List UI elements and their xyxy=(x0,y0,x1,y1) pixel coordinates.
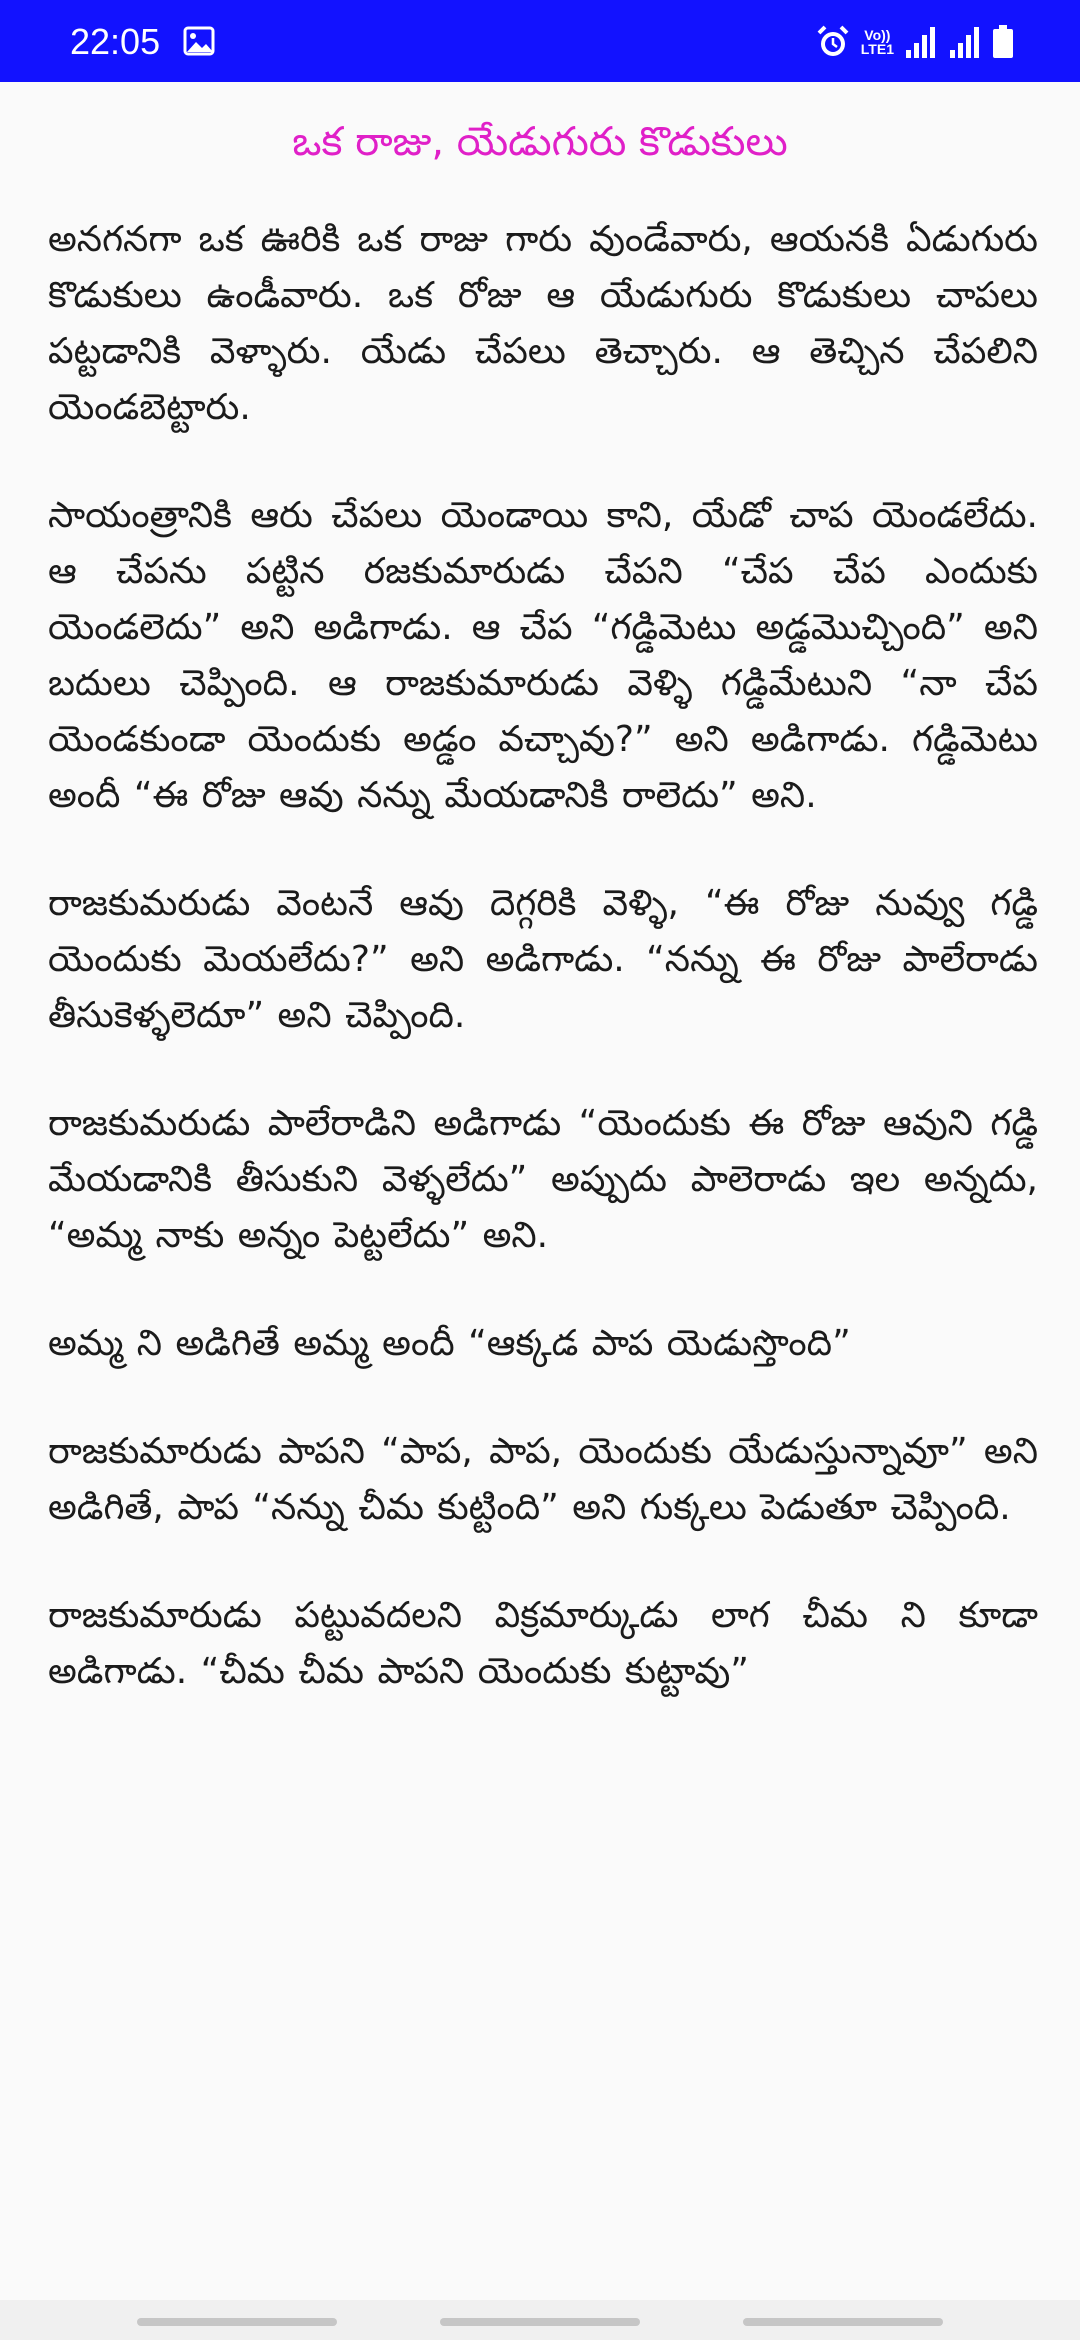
story-paragraph: సాయంత్రానికి ఆరు చేపలు యెండాయి కాని, యేడో చాప యెండలేదు. ఆ చేపను పట్టిన రజకుమారుడు చేపని “చేప చేప ఎందుకు యెండలెదు” అని అడిగాడు. ఆ చేప “గడ్డిమెటు అడ్డమొచ్చింది” అని బదులు చెప్పింది. ఆ రాజకుమారుడు వెళ్ళి గడ్డిమేటుని “నా చేప యెండకుండా యెందుకు అడ్డం వచ్చావు?” అని అడిగాడు. గడ్డిమెటు అందీ “ఈ రోజు ఆవు నన్ను మేయడానికి రాలెదు” అని. xyxy=(48,495,1038,816)
story-title: ఒక రాజు, యేడుగురు కొడుకులు xyxy=(292,119,788,165)
signal-icon xyxy=(948,26,982,58)
navigation-bar xyxy=(0,2300,1080,2340)
battery-icon xyxy=(992,25,1014,59)
story-content[interactable] xyxy=(0,82,1080,2012)
status-icons xyxy=(815,22,1014,62)
story-paragraph: రాజకుమరుడు పాలేరాడిని అడిగాడు “యెందుకు ఈ రోజు ఆవుని గడ్డి మేయడానికి తీసుకుని వెళ్ళలేదు” అప్పుదు పాలెరాడు ఇల అన్నదు, “అమ్మ నాకు అన్నం పెట్టలేదు” అని. xyxy=(48,1103,1038,1256)
story-paragraph: రాజకుమరుడు వెంటనే ఆవు దెగ్గరికి వెళ్ళి, “ఈ రోజు నువ్వు గడ్డి యెందుకు మెయలేదు?” అని అడిగాడు. “నన్ను ఈ రోజు పాలేరాడు తీసుకెళ్ళలెదూ” అని చెప్పింది. xyxy=(48,883,1038,1036)
story-paragraph: అనగనగా ఒక ఊరికి ఒక రాజు గారు వుండేవారు, ఆయనకి ఏడుగురు కొడుకులు ఉండీవారు. ఒక రోజు ఆ యేడుగురు కొడుకులు చాపలు పట్టడానికి వెళ్ళారు. యేడు చేపలు తెచ్చారు. ఆ తెచ్చిన చేపలిని యెండబెట్టారు. xyxy=(48,219,1038,428)
volte-label: Vo)) LTE1 xyxy=(860,27,894,57)
signal-icon xyxy=(904,26,938,58)
status-time: 22:05 xyxy=(70,21,161,62)
nav-handle-center[interactable] xyxy=(440,2318,640,2326)
story-paragraph: అమ్మ ని అడిగితే అమ్మ అందీ “ఆక్కడ పాప యెడుస్తొంది” xyxy=(48,1323,851,1364)
nav-handle-right[interactable] xyxy=(743,2318,943,2326)
alarm-icon xyxy=(815,24,851,60)
status-bar xyxy=(0,0,1080,82)
image-icon xyxy=(183,26,215,56)
story-paragraph: రాజకుమారుడు పాపని “పాప, పాప, యెందుకు యేడుస్తున్నావూ” అని అడిగితే, పాప “నన్ను చీమ కుట్టింది” అని గుక్కలు పెడుతూ చెప్పింది. xyxy=(48,1431,1038,1528)
nav-handle-left[interactable] xyxy=(137,2318,337,2326)
story-paragraph: రాజకుమారుడు పట్టువదలని విక్రమార్కుడు లాగ చీమ ని కూడా అడిగాడు. “చీమ చీమ పాపని యెందుకు కుట్టావు” xyxy=(48,1595,1038,1692)
story-body xyxy=(48,212,1038,1752)
